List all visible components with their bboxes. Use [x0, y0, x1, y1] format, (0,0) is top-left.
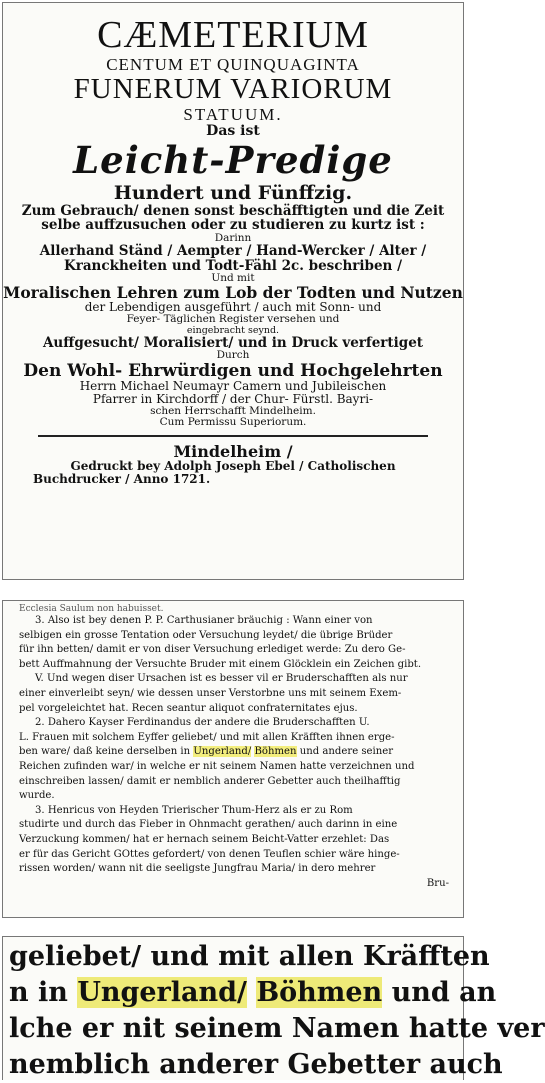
text-line: einschreiben lassen/ damit er nemblich anderer Gebetter auch theilhafftig: [19, 775, 401, 787]
text-page-body: [3, 601, 463, 891]
title-mindelheim: Mindelheim /: [173, 441, 293, 461]
title-kranckheiten: Kranckheiten und Todt-Fähl 2c. beschriben /: [63, 257, 403, 274]
title-herrschafft: schen Herrschafft Mindelheim.: [150, 405, 316, 418]
title-buchdrucker: Buchdrucker / Anno 1721.: [33, 471, 211, 486]
zoom-highlight-ungerland: Ungerland/: [77, 977, 247, 1008]
text-line: bett Auffmahnung der Versuchte Bruder mit einem Glöcklein ein Zeichen gibt.: [19, 658, 422, 670]
zoom-line-highlighted: [9, 975, 497, 1011]
title-page-scan: [2, 2, 464, 580]
title-auffgesucht: Auffgesucht/ Moralisiert/ und in Druck verfertiget: [42, 334, 424, 351]
title-herrn-michael: Herrn Michael Neumayr Camern und Jubileischen: [79, 379, 387, 394]
text-line: 3. Also ist bey denen P. P. Carthusianer bräuchig : Wann einer von: [35, 615, 373, 626]
zoom-line: geliebet/ und mit allen Kräfften: [9, 941, 490, 972]
text-line: er für das Gericht GOttes gefordert/ von denen Teuflen schier wäre hinge-: [19, 848, 400, 860]
text-line: Reichen zufinden war/ in welche er nit seinem Namen hatte verzeichnen und: [19, 760, 415, 772]
title-centum: CENTUM ET QUINQUAGINTA: [106, 55, 360, 75]
text-line-highlighted: [19, 745, 449, 760]
title-durch: Durch: [216, 349, 250, 362]
zoom-fragment: [247, 977, 256, 1008]
title-moralischen: Moralischen Lehren zum Lob der Todten und Nutzen: [3, 282, 463, 302]
title-den-wohl: Den Wohl- Ehrwürdigen und Hochgelehrten: [23, 360, 443, 381]
title-gebrauch: Zum Gebrauch/ denen sonst beschäfftigten und die Zeit: [21, 202, 445, 219]
text-line: studirte und durch das Fieber in Ohnmacht gerathen/ auch darinn in eine: [19, 819, 398, 831]
text-line: Verzuckung kommen/ hat er hernach seinem Beicht-Vatter erzehlet: Das: [19, 833, 390, 845]
title-allerhand: Allerhand Ständ / Aempter / Hand-Wercker / Alter /: [39, 243, 427, 260]
title-und-mit: Und mit: [211, 272, 255, 285]
zoom-body: [3, 937, 545, 1083]
title-selbe: selbe auffzusuchen oder zu studieren zu kurtz ist :: [41, 217, 425, 234]
zoom-line: nemblich anderer Gebetter auch: [9, 1049, 503, 1080]
title-cum-permissu: Cum Permissu Superiorum.: [159, 416, 307, 429]
text-page-scan: [2, 600, 464, 918]
zoom-line: lche er nit seinem Namen hatte ver: [9, 1013, 545, 1044]
zoom-highlight-bohmen: Böhmen: [256, 977, 383, 1008]
text-line: V. Und wegen diser Ursachen ist es besser vil er Bruderschafften als nur: [35, 673, 408, 685]
catchword: Bru-: [426, 877, 449, 889]
title-hundert: Hundert und Fünffzig.: [113, 182, 353, 205]
title-funerum: FUNERUM VARIORUM: [73, 73, 393, 106]
title-statuum: STATUUM.: [183, 104, 283, 124]
title-darinn: Darinn: [214, 231, 252, 244]
text-line: L. Frauen mit solchem Eyffer geliebet/ und mit allen Kräfften ihnen erge-: [19, 731, 395, 743]
text-line: pel vorgeleichtet hat. Recen seantur aliquot confraternitates ejus.: [19, 702, 358, 714]
text-line: wurde.: [19, 790, 55, 802]
zoom-fragment: n in: [9, 977, 78, 1008]
text-line: selbigen ein grosse Tentation oder Versuchung leydet/ die übrige Brüder: [19, 629, 393, 641]
text-fragment: und andere seiner: [296, 746, 394, 758]
title-caemeterium: CÆMETERIUM: [97, 14, 369, 56]
text-top-cut: Ecclesia Saulum non habuisset.: [19, 604, 164, 614]
title-gedruckt: Gedruckt bey Adolph Joseph Ebel / Catholischen: [70, 458, 396, 473]
title-eingebracht: eingebracht seynd.: [186, 324, 280, 336]
title-divider: [38, 435, 428, 437]
text-line: 3. Henricus von Heyden Trierischer Thum-Herz als er zu Rom: [35, 804, 353, 816]
text-line: einer einverleibt seyn/ wie dessen unser Verstorbne uns mit seinem Exem-: [19, 687, 402, 699]
text-fragment: ben ware/ daß keine derselben in: [19, 746, 194, 758]
highlight-ungerland: Ungerland/: [193, 746, 252, 758]
text-line: für ihn betten/ damit er von diser Versuchung erlediget werde: Zu dero Ge-: [19, 644, 406, 656]
text-line: 2. Dahero Kayser Ferdinandus der andere die Bruderschafften U.: [35, 717, 370, 729]
title-pfarrer: Pfarrer in Kirchdorff / der Chur- Fürstl. Bayri-: [92, 392, 374, 407]
title-das-ist: Das ist: [206, 123, 260, 140]
zoom-fragment: und an: [382, 977, 497, 1008]
title-leicht-predige: Leicht-Predige: [73, 138, 393, 183]
text-line: rissen worden/ wann nit die seeligste Jungfrau Maria/ in dero mehrer: [19, 863, 376, 875]
title-page-text: [3, 15, 463, 486]
title-lebendigen: der Lebendigen ausgeführt / auch mit Sonn- und: [84, 300, 382, 315]
title-feyer: Feyer- Täglichen Register versehen und: [126, 313, 340, 326]
zoom-detail-scan: [2, 936, 545, 1080]
highlight-bohmen: Böhmen: [254, 746, 297, 758]
